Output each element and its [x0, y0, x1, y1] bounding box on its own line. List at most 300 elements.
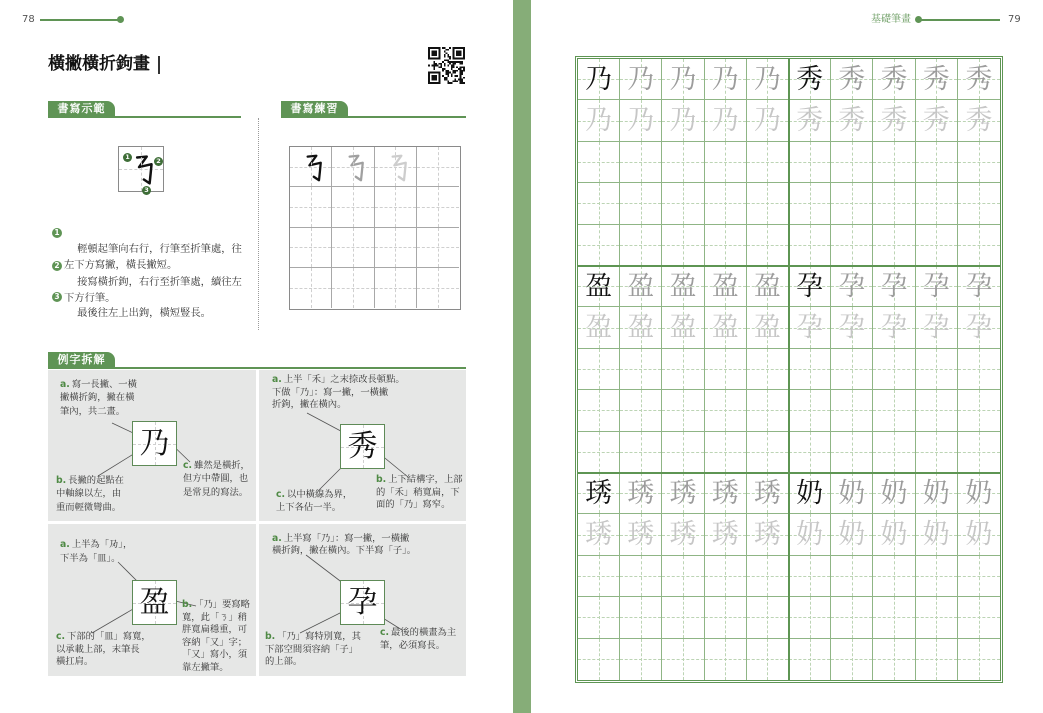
model-character: 奶 [796, 478, 824, 509]
grid-divider-horizontal [578, 472, 1000, 474]
practice-cell[interactable] [578, 556, 620, 597]
example-note-a [60, 378, 137, 418]
title-bar [158, 56, 160, 74]
practice-cell[interactable] [873, 59, 915, 100]
practice-cell[interactable] [578, 390, 620, 431]
trace-character: 秀 [880, 105, 908, 137]
trace-character: 秀 [796, 105, 824, 137]
note-label: c. [380, 627, 390, 638]
practice-cell[interactable] [620, 100, 662, 141]
trace-character: 秀 [922, 64, 950, 95]
practice-cell[interactable] [662, 225, 704, 266]
step-text: 輕頓起筆向右行，行筆至折筆處，往 左下方寫撇，橫長撇短。 [64, 243, 242, 271]
practice-cell[interactable] [958, 390, 1000, 431]
example-note-a [272, 533, 416, 557]
practice-cell[interactable] [578, 307, 620, 348]
trace-character: 秀 [838, 64, 866, 95]
note-text: 長撇的起點在 中軸線以左，由 重而輕微彎曲。 [56, 475, 124, 513]
practice-cell[interactable] [873, 266, 915, 307]
practice-cell[interactable] [747, 432, 789, 473]
practice-cell[interactable] [916, 59, 958, 100]
header-rule [920, 19, 1000, 21]
practice-cell[interactable] [916, 266, 958, 307]
practice-cell[interactable] [578, 349, 620, 390]
practice-cell[interactable] [662, 556, 704, 597]
practice-cell[interactable] [705, 432, 747, 473]
practice-cell[interactable] [873, 514, 915, 555]
practice-cell[interactable] [831, 639, 873, 680]
note-text: 上下結構字，上部 的「禾」稍寬扁，下 面的「乃」寫窄。 [376, 474, 463, 511]
practice-cell[interactable] [789, 59, 831, 100]
model-character: 孕 [796, 271, 824, 302]
practice-cell[interactable] [332, 268, 374, 308]
practice-cell[interactable] [747, 597, 789, 638]
example-note-c [56, 631, 151, 669]
section-rule-examples [48, 367, 466, 369]
note-label: b. [182, 599, 193, 610]
section-tab-examples: 例字拆解 [48, 352, 115, 368]
practice-cell[interactable] [958, 183, 1000, 224]
trace-character: 琇 [627, 478, 655, 509]
practice-cell[interactable] [831, 390, 873, 431]
practice-cell[interactable] [958, 142, 1000, 183]
practice-cell[interactable] [789, 432, 831, 473]
section-divider [258, 118, 259, 330]
trace-character: 孕 [880, 271, 908, 302]
practice-cell[interactable] [958, 432, 1000, 473]
practice-cell[interactable] [873, 100, 915, 141]
model-character: 盈 [585, 271, 613, 302]
note-label: a. [272, 374, 282, 385]
practice-cell[interactable] [747, 390, 789, 431]
trace-character: 盈 [627, 271, 655, 302]
practice-cell[interactable] [789, 639, 831, 680]
trace-character: 琇 [669, 478, 697, 509]
trace-character: 盈 [711, 312, 739, 344]
practice-cell[interactable] [958, 597, 1000, 638]
practice-cell[interactable] [578, 225, 620, 266]
practice-cell[interactable] [873, 183, 915, 224]
practice-cell[interactable] [831, 432, 873, 473]
trace-character: 奶 [880, 519, 908, 551]
trace-character: 盈 [585, 312, 613, 344]
example-note-b [56, 474, 124, 514]
practice-cell[interactable] [620, 514, 662, 555]
model-character: 乃 [585, 64, 613, 95]
trace-character: 琇 [669, 519, 697, 551]
example-note-b [265, 631, 361, 669]
note-label: c. [56, 631, 66, 642]
practice-cell[interactable] [873, 390, 915, 431]
header-dot [117, 16, 124, 23]
note-text: 最後的橫畫為主 筆，必須寫長。 [380, 627, 457, 651]
practice-cell[interactable] [916, 142, 958, 183]
practice-cell[interactable] [290, 187, 332, 227]
practice-cell[interactable] [916, 307, 958, 348]
practice-cell[interactable] [747, 266, 789, 307]
practice-cell[interactable] [747, 100, 789, 141]
trace-character: 奶 [965, 519, 993, 551]
practice-cell[interactable] [662, 473, 704, 514]
example-character: 乃 [139, 426, 170, 461]
section-rule-demo [48, 116, 241, 118]
practice-cell[interactable] [958, 514, 1000, 555]
practice-cell[interactable] [662, 59, 704, 100]
trace-character: 孕 [838, 312, 866, 344]
practice-cell[interactable] [958, 307, 1000, 348]
practice-cell[interactable] [831, 225, 873, 266]
example-note-a [60, 538, 132, 565]
practice-cell[interactable] [916, 556, 958, 597]
example-note-a [272, 374, 405, 412]
practice-cell[interactable] [620, 59, 662, 100]
example-note-c [276, 489, 352, 514]
step-number: 2 [52, 261, 62, 271]
trace-character: 奶 [880, 478, 908, 509]
practice-cell[interactable] [417, 147, 459, 187]
trace-character: 孕 [796, 312, 824, 344]
note-text: 上半「禾」之末捺改長頓點。 下做「乃」：寫一撇，一橫撇 折鉤，撇在橫內。 [272, 374, 405, 411]
section-tab-practice: 書寫練習 [281, 101, 348, 117]
trace-character: 孕 [838, 271, 866, 302]
instruction-step [52, 289, 211, 337]
step-number: 1 [52, 228, 62, 238]
stroke-order-1: 1 [123, 153, 132, 162]
practice-cell[interactable] [831, 266, 873, 307]
practice-cell[interactable] [662, 142, 704, 183]
practice-cell[interactable] [578, 514, 620, 555]
practice-cell[interactable] [789, 349, 831, 390]
practice-cell[interactable] [578, 142, 620, 183]
practice-cell[interactable] [873, 473, 915, 514]
practice-cell[interactable] [789, 473, 831, 514]
note-label: a. [272, 533, 282, 544]
practice-cell[interactable] [332, 228, 374, 268]
practice-cell[interactable] [916, 473, 958, 514]
practice-cell[interactable] [789, 597, 831, 638]
practice-cell[interactable] [873, 597, 915, 638]
example-note-c [380, 627, 456, 652]
practice-cell[interactable] [662, 432, 704, 473]
practice-cell[interactable] [747, 142, 789, 183]
step-text: 最後往左上出鉤，橫短豎長。 [77, 307, 211, 319]
note-text: 上半為「夃」， 下半為「皿」。 [60, 539, 133, 564]
practice-cell[interactable] [705, 639, 747, 680]
practice-cell[interactable] [916, 432, 958, 473]
practice-cell[interactable] [705, 59, 747, 100]
example-character-box [340, 580, 385, 625]
practice-cell[interactable] [958, 639, 1000, 680]
practice-cell[interactable] [375, 147, 417, 187]
trace-character: 秀 [838, 105, 866, 137]
example-character-box [132, 580, 177, 625]
trace-character: 乃 [627, 64, 655, 95]
trace-character: 乃 [627, 105, 655, 137]
page-number: 79 [1008, 14, 1021, 25]
trace-character: 盈 [669, 271, 697, 302]
practice-cell[interactable] [620, 390, 662, 431]
practice-cell[interactable] [789, 100, 831, 141]
practice-cell[interactable] [958, 349, 1000, 390]
practice-cell[interactable] [747, 473, 789, 514]
trace-character: 琇 [753, 478, 781, 509]
trace-character: 奶 [922, 478, 950, 509]
stroke-order-3: 3 [142, 186, 151, 195]
practice-cell[interactable] [916, 390, 958, 431]
practice-cell[interactable] [662, 639, 704, 680]
running-section-title: 基礎筆畫 [871, 14, 911, 25]
trace-character: 乃 [669, 105, 697, 137]
practice-cell[interactable] [417, 187, 459, 227]
example-character-box [132, 421, 177, 466]
practice-cell[interactable] [916, 639, 958, 680]
practice-cell[interactable] [958, 100, 1000, 141]
practice-cell[interactable] [662, 266, 704, 307]
practice-cell[interactable] [705, 514, 747, 555]
practice-cell[interactable] [916, 597, 958, 638]
practice-cell[interactable] [705, 473, 747, 514]
note-label: b. [376, 474, 387, 485]
practice-cell[interactable] [958, 556, 1000, 597]
practice-cell[interactable] [831, 59, 873, 100]
trace-character: 琇 [753, 519, 781, 551]
practice-cell[interactable] [831, 183, 873, 224]
practice-cell[interactable] [290, 147, 332, 187]
practice-cell[interactable] [747, 349, 789, 390]
practice-cell[interactable] [620, 639, 662, 680]
practice-cell[interactable] [662, 514, 704, 555]
trace-character: 奶 [965, 478, 993, 509]
practice-cell[interactable] [916, 100, 958, 141]
trace-character: 孕 [965, 271, 993, 302]
trace-character: 孕 [880, 312, 908, 344]
example-note-b [182, 599, 250, 675]
practice-cell[interactable] [873, 142, 915, 183]
practice-cell[interactable] [789, 556, 831, 597]
practice-cell[interactable] [705, 597, 747, 638]
note-label: a. [60, 379, 70, 390]
trace-character: 琇 [627, 519, 655, 551]
practice-cell[interactable] [578, 183, 620, 224]
example-character-box [340, 424, 385, 469]
practice-cell[interactable] [789, 307, 831, 348]
trace-character: 孕 [922, 312, 950, 344]
note-label: a. [60, 539, 70, 550]
trace-character: 琇 [711, 519, 739, 551]
note-text: 「乃」要寫略 寬，此「ㄋ」稍 胖寬扁穩重，可 容納「又」字； 「又」寫小，須 靠左撇筆。 [182, 599, 250, 673]
note-text: 上半寫「乃」：寫一撇，一橫撇 橫折鉤，撇在橫內。下半寫「子」。 [272, 533, 417, 556]
grid-divider-horizontal [578, 265, 1000, 267]
practice-cell[interactable] [873, 639, 915, 680]
practice-cell[interactable] [747, 639, 789, 680]
practice-cell[interactable] [662, 100, 704, 141]
practice-cell[interactable] [831, 597, 873, 638]
trace-character: 奶 [838, 519, 866, 551]
practice-cell[interactable] [705, 266, 747, 307]
practice-cell[interactable] [958, 225, 1000, 266]
example-character: 孕 [347, 585, 378, 620]
practice-cell[interactable] [620, 307, 662, 348]
practice-cell[interactable] [705, 349, 747, 390]
practice-cell[interactable] [789, 390, 831, 431]
note-text: 下部的「皿」寫寬， 以承載上部，末筆長 橫扛肩。 [56, 631, 151, 668]
page-title: 橫撇橫折鉤畫 [48, 54, 150, 74]
practice-cell[interactable] [873, 225, 915, 266]
trace-character: 乃 [711, 105, 739, 137]
trace-character: 乃 [711, 64, 739, 95]
practice-cell[interactable] [417, 268, 459, 308]
practice-cell[interactable] [578, 597, 620, 638]
practice-cell[interactable] [916, 349, 958, 390]
practice-cell[interactable] [916, 225, 958, 266]
practice-cell[interactable] [789, 266, 831, 307]
practice-cell[interactable] [662, 307, 704, 348]
practice-cell[interactable] [916, 183, 958, 224]
practice-cell[interactable] [705, 100, 747, 141]
practice-cell[interactable] [705, 556, 747, 597]
practice-cell[interactable] [417, 228, 459, 268]
example-note-b [376, 474, 463, 512]
practice-cell[interactable] [705, 307, 747, 348]
practice-cell[interactable] [620, 432, 662, 473]
stroke-glyph-icon [290, 147, 332, 187]
practice-cell[interactable] [747, 183, 789, 224]
note-text: 寫一長撇、一橫 撇橫折鉤，撇在橫 筆內，共二畫。 [60, 379, 137, 417]
trace-character: 盈 [753, 312, 781, 344]
trace-character: 秀 [922, 105, 950, 137]
stroke-glyph-icon [375, 147, 417, 187]
practice-cell[interactable] [620, 225, 662, 266]
practice-cell[interactable] [332, 147, 374, 187]
stroke-order-2: 2 [154, 157, 163, 166]
practice-cell[interactable] [332, 187, 374, 227]
trace-character: 奶 [922, 519, 950, 551]
trace-character: 秀 [880, 64, 908, 95]
book-spine [513, 0, 531, 713]
practice-cell[interactable] [873, 432, 915, 473]
practice-cell[interactable] [375, 268, 417, 308]
practice-cell[interactable] [662, 390, 704, 431]
trace-character: 孕 [922, 271, 950, 302]
practice-cell[interactable] [578, 432, 620, 473]
practice-cell[interactable] [873, 556, 915, 597]
practice-cell[interactable] [789, 514, 831, 555]
stroke-demo-box [118, 146, 164, 192]
trace-character: 盈 [627, 312, 655, 344]
practice-cell[interactable] [578, 100, 620, 141]
practice-cell[interactable] [958, 473, 1000, 514]
example-character: 秀 [347, 429, 378, 464]
practice-cell[interactable] [578, 266, 620, 307]
practice-cell[interactable] [705, 142, 747, 183]
trace-character: 奶 [796, 519, 824, 551]
practice-cell[interactable] [831, 514, 873, 555]
practice-cell[interactable] [620, 473, 662, 514]
practice-cell[interactable] [620, 183, 662, 224]
model-character: 秀 [796, 64, 824, 95]
practice-cell[interactable] [789, 183, 831, 224]
trace-character: 秀 [965, 105, 993, 137]
practice-cell[interactable] [831, 142, 873, 183]
practice-cell[interactable] [916, 514, 958, 555]
practice-cell[interactable] [831, 556, 873, 597]
trace-character: 奶 [838, 478, 866, 509]
practice-cell[interactable] [873, 307, 915, 348]
header-rule [40, 19, 120, 21]
practice-cell[interactable] [662, 349, 704, 390]
practice-cell[interactable] [620, 597, 662, 638]
note-text: 以中橫線為界， 上下各佔一半。 [276, 489, 353, 513]
trace-character: 乃 [753, 105, 781, 137]
practice-cell[interactable] [375, 187, 417, 227]
trace-character: 孕 [965, 312, 993, 344]
practice-cell[interactable] [620, 142, 662, 183]
trace-character: 盈 [753, 271, 781, 302]
note-label: c. [276, 489, 286, 500]
practice-cell[interactable] [578, 639, 620, 680]
trace-character: 乃 [585, 105, 613, 137]
practice-cell[interactable] [578, 59, 620, 100]
practice-cell[interactable] [662, 597, 704, 638]
practice-cell[interactable] [290, 228, 332, 268]
practice-cell[interactable] [958, 59, 1000, 100]
practice-cell[interactable] [705, 390, 747, 431]
trace-character: 乃 [753, 64, 781, 95]
note-label: c. [183, 460, 193, 471]
practice-cell[interactable] [578, 473, 620, 514]
practice-cell[interactable] [831, 349, 873, 390]
practice-cell[interactable] [831, 100, 873, 141]
note-label: b. [56, 475, 67, 486]
model-character: 琇 [585, 478, 613, 509]
trace-character: 盈 [669, 312, 697, 344]
stroke-glyph-icon [332, 147, 374, 187]
practice-cell[interactable] [831, 473, 873, 514]
qr-code-icon[interactable] [428, 47, 465, 84]
note-label: b. [265, 631, 276, 642]
practice-cell[interactable] [620, 349, 662, 390]
practice-cell[interactable] [873, 349, 915, 390]
practice-cell[interactable] [620, 266, 662, 307]
trace-character: 琇 [711, 478, 739, 509]
practice-cell[interactable] [290, 268, 332, 308]
trace-character: 盈 [711, 271, 739, 302]
practice-cell[interactable] [747, 59, 789, 100]
practice-cell[interactable] [620, 556, 662, 597]
example-note-c [183, 459, 250, 499]
practice-cell[interactable] [705, 225, 747, 266]
qr-modules [428, 47, 465, 84]
practice-cell[interactable] [747, 225, 789, 266]
practice-cell[interactable] [747, 307, 789, 348]
practice-cell[interactable] [831, 307, 873, 348]
practice-cell[interactable] [958, 266, 1000, 307]
practice-cell[interactable] [705, 183, 747, 224]
section-tab-demo: 書寫示範 [48, 101, 115, 117]
practice-cell[interactable] [747, 514, 789, 555]
practice-cell[interactable] [789, 142, 831, 183]
stroke-practice-grid [289, 146, 461, 310]
page-number: 78 [22, 14, 35, 25]
note-text: 雖然是橫折， 但方中帶圓，也 是常見的寫法。 [183, 460, 250, 498]
practice-cell[interactable] [789, 225, 831, 266]
example-character: 盈 [139, 585, 170, 620]
practice-cell[interactable] [747, 556, 789, 597]
step-text: 接寫橫折鉤，右行至折筆處，續往左 下方行筆。 [64, 276, 242, 304]
character-practice-grid [575, 56, 1003, 683]
practice-cell[interactable] [662, 183, 704, 224]
practice-cell[interactable] [375, 228, 417, 268]
